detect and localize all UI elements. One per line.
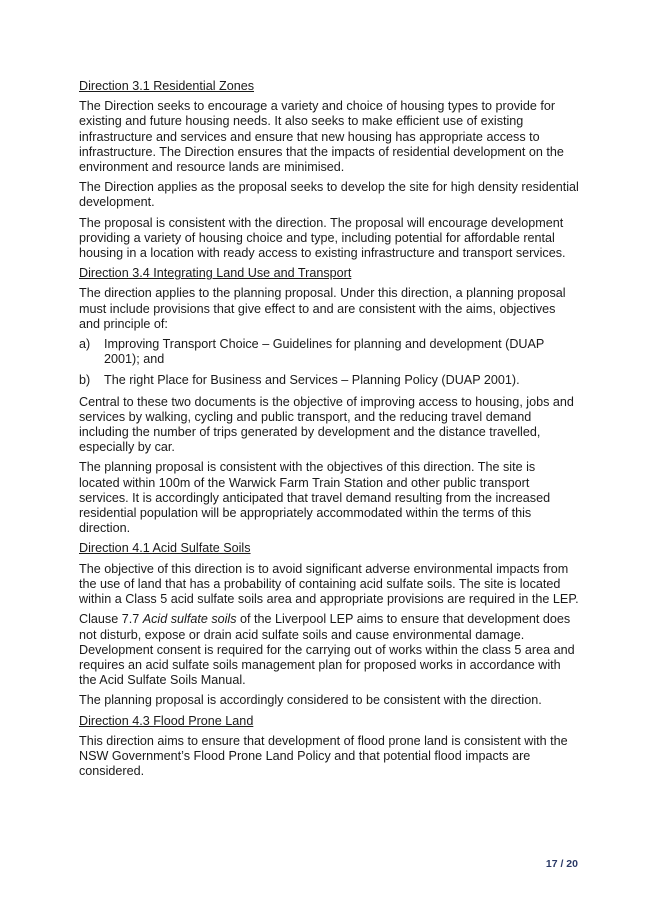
document-page	[79, 79, 579, 784]
section-direction-4-1	[79, 541, 579, 708]
paragraph: The Direction seeks to encourage a variety and choice of housing types to provide for existing and future housing needs. It also seeks to make efficient use of existing infrastructure and services and ensure that new housing has appropriate access to infrastructure. The Direction ensures that the impacts of residential development on the environment and resource lands are minimised.	[79, 99, 564, 175]
list-item	[79, 337, 579, 367]
paragraph: The planning proposal is consistent with the objectives of this direction. The site is located within 100m of the Warwick Farm Train Station and other public transport services. It is accordingly anticipated that travel demand resulting from the increased residential population will be appropriately accommodated within the terms of this direction.	[79, 460, 551, 536]
paragraph: The proposal is consistent with the direction. The proposal will encourage development providing a variety of housing choice and type, including potential for affordable rental housing in a location with ready access to existing infrastructure and transport services.	[79, 215, 566, 261]
document-list	[79, 337, 579, 389]
paragraph: The direction applies to the planning proposal. Under this direction, a planning proposal must include provisions that give effect to and are consistent with the aims, objectives and principle of:	[79, 286, 566, 331]
list-marker: a)	[79, 337, 91, 352]
section-heading: Direction 4.1 Acid Sulfate Soils	[79, 541, 251, 556]
section-direction-4-3	[79, 714, 579, 780]
paragraph: The objective of this direction is to avoid significant adverse environmental impacts from the use of land that has a probability of containing acid sulfate soils. The site is located within a Class 5 acid sulfate soils area and appropriate provisions are required in the LEP.	[79, 561, 579, 607]
section-heading: Direction 3.1 Residential Zones	[79, 79, 255, 93]
clause-prefix: Clause 7.7	[79, 612, 143, 627]
section-heading: Direction 3.4 Integrating Land Use and Transport	[79, 266, 352, 281]
clause-title: Acid sulfate soils	[142, 612, 237, 627]
paragraph: The planning proposal is accordingly considered to be consistent with the direction.	[79, 693, 542, 708]
clause-paragraph	[79, 612, 579, 688]
section-heading: Direction 4.3 Flood Prone Land	[79, 713, 254, 728]
page-number: 17 / 20	[545, 858, 578, 870]
section-direction-3-1	[79, 79, 579, 261]
clause-body: of the Liverpool LEP aims to ensure that development does not disturb, expose or drain acid sulfate soils and cause environmental damage. Development consent is required for the carrying out of works within the class 5 area and requires an acid sulfate soils management plan for proposed works in accordance with the Acid Sulfate Soils Manual.	[79, 612, 575, 688]
list-item-text: The right Place for Business and Services – Planning Policy (DUAP 2001).	[104, 373, 520, 388]
list-marker: b)	[79, 373, 91, 388]
section-direction-3-4	[79, 266, 579, 536]
paragraph: This direction aims to ensure that development of flood prone land is consistent with the NSW Government’s Flood Prone Land Policy and that potential flood impacts are considered.	[79, 733, 568, 779]
paragraph: Central to these two documents is the objective of improving access to housing, jobs and services by walking, cycling and public transport, and the reducing travel demand including the number of trips generated by development and the distance travelled, especially by car.	[79, 394, 574, 455]
paragraph: The Direction applies as the proposal seeks to develop the site for high density residential development.	[79, 180, 579, 210]
list-item-text: Improving Transport Choice – Guidelines for planning and development (DUAP 2001); and	[104, 337, 545, 367]
list-item	[79, 373, 579, 388]
